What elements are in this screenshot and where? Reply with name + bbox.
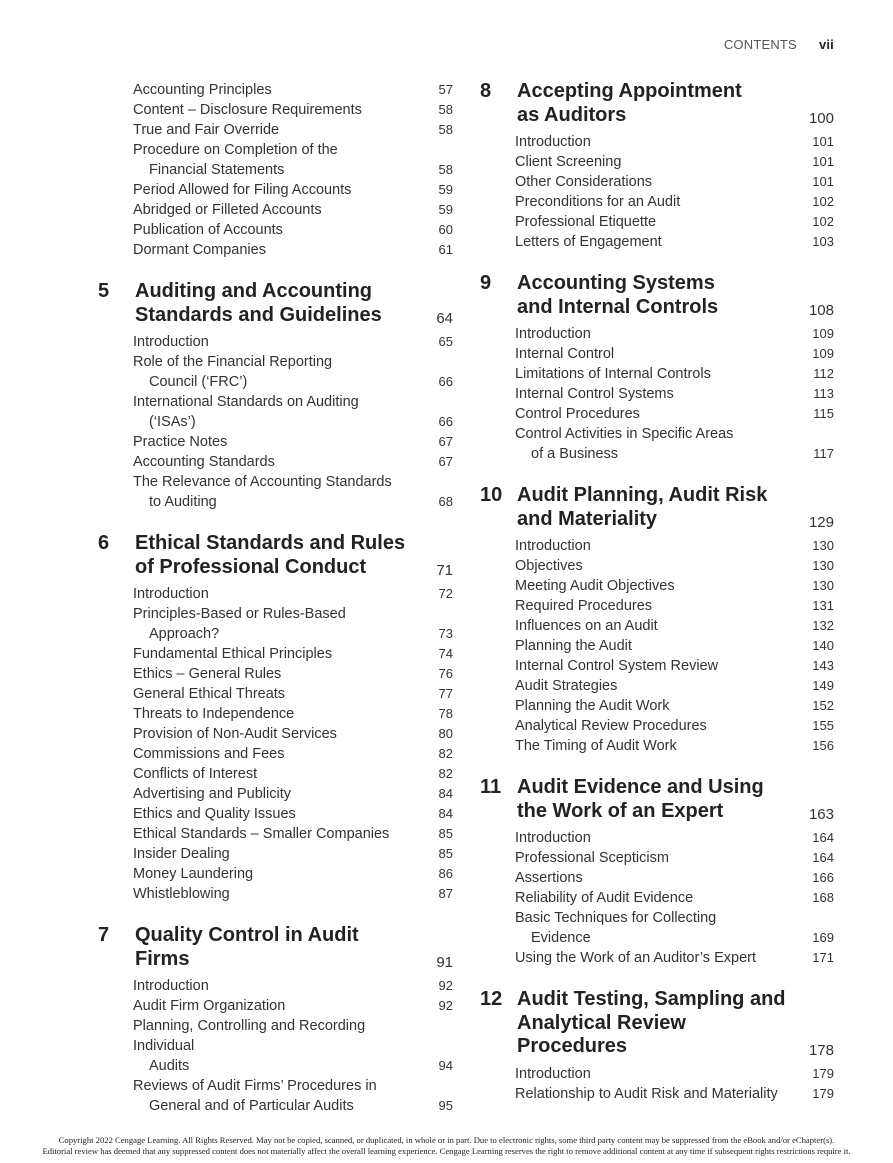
- toc-entry: [98, 664, 453, 684]
- toc-entry: [98, 824, 453, 844]
- toc-entry-title: Audits: [149, 1058, 190, 1074]
- chapter-title: of Professional Conduct: [135, 555, 367, 578]
- toc-entry-title: Planning, Controlling and Recording Individual: [133, 1018, 366, 1054]
- toc-entry: [480, 616, 834, 636]
- toc-entry-title: Control Procedures: [515, 406, 640, 422]
- toc-entry: [98, 352, 453, 392]
- chapter-title: Quality Control in Audit Firms: [135, 924, 359, 970]
- toc-entry-page: 59: [438, 202, 453, 217]
- toc-entry-title: Introduction: [133, 586, 209, 602]
- toc-entry-title: Introduction: [515, 326, 591, 342]
- toc-entry-page: 155: [812, 718, 834, 733]
- toc-entry-page: 76: [438, 666, 453, 681]
- toc-entry: [480, 424, 834, 464]
- toc-entry-title: Introduction: [133, 334, 209, 350]
- toc-entry-title: Limitations of Internal Controls: [515, 366, 711, 382]
- chapter-number: 12: [480, 988, 503, 1010]
- copyright-line-1: Copyright 2022 Cengage Learning. All Rights Reserved. May not be copied, scanned, or duplicated, in whole or in part. Due to electronic rights, some third party content may be suppressed from the eBook and/or eChapter(s).: [58, 1135, 835, 1145]
- toc-entry: [98, 392, 453, 432]
- toc-entry: [480, 344, 834, 364]
- toc-entry: [98, 472, 453, 512]
- chapter-page: 108: [808, 302, 834, 319]
- toc-entry: [98, 100, 453, 120]
- toc-entry-title: Financial Statements: [149, 162, 285, 178]
- chapter-page: 71: [436, 562, 453, 579]
- toc-entry-page: 82: [438, 766, 453, 781]
- running-head-label: CONTENTS: [723, 37, 797, 52]
- toc-entry-page: 130: [812, 558, 834, 573]
- toc-entry-title: Approach?: [149, 626, 220, 642]
- toc-entry: [98, 240, 453, 260]
- toc-entry-title: Ethical Standards – Smaller Companies: [133, 826, 390, 842]
- toc-entry: [98, 452, 453, 472]
- toc-entry-page: 80: [438, 726, 453, 741]
- toc-entry-page: 101: [812, 134, 834, 149]
- toc-entry-title: (‘ISAs’): [149, 414, 196, 430]
- toc-entry: [98, 1076, 453, 1116]
- toc-entry: [98, 704, 453, 724]
- toc-entry-page: 58: [438, 162, 453, 177]
- toc-entry: [98, 1016, 453, 1076]
- toc-entry-page: 68: [438, 494, 453, 509]
- toc-entry: [480, 948, 834, 968]
- toc-entry-page: 60: [438, 222, 453, 237]
- toc-entry: [480, 1064, 834, 1084]
- toc-entry-title: Money Laundering: [133, 866, 254, 882]
- toc-entry: [480, 636, 834, 656]
- toc-entry-page: 58: [438, 102, 453, 117]
- toc-entry: [98, 220, 453, 240]
- chapter-number: 11: [480, 776, 502, 798]
- toc-entry-title: Fundamental Ethical Principles: [133, 646, 333, 662]
- chapter-page: 100: [808, 110, 834, 127]
- toc-entry-page: 77: [438, 686, 453, 701]
- toc-entry-page: 156: [812, 738, 834, 753]
- toc-entry-page: 92: [438, 998, 453, 1013]
- toc-entry-title: Other Considerations: [515, 174, 653, 190]
- toc-entry-title: Client Screening: [515, 154, 622, 170]
- toc-entry-title: Internal Control Systems: [515, 386, 674, 402]
- toc-entry-title: Influences on an Audit: [515, 618, 658, 634]
- toc-entry: [98, 644, 453, 664]
- toc-entry: [480, 596, 834, 616]
- toc-entry-page: 132: [812, 618, 834, 633]
- toc-column-right: [480, 80, 834, 1104]
- toc-entry-title: Assertions: [515, 870, 583, 886]
- toc-entry-title: Ethics – General Rules: [133, 666, 282, 682]
- toc-entry: [98, 120, 453, 140]
- toc-entry-page: 130: [812, 578, 834, 593]
- toc-entry-title: Abridged or Filleted Accounts: [133, 202, 322, 218]
- toc-entry-page: 101: [812, 154, 834, 169]
- chapter-number: 6: [98, 532, 110, 554]
- toc-entry-page: 164: [812, 830, 834, 845]
- toc-entry: [480, 676, 834, 696]
- chapter-title: Accounting Systems: [517, 272, 715, 294]
- toc-entry: [98, 80, 453, 100]
- toc-entry-title: Internal Control: [515, 346, 615, 362]
- toc-entry: [480, 736, 834, 756]
- toc-entry-title: Audit Firm Organization: [133, 998, 286, 1014]
- toc-entry-page: 67: [438, 454, 453, 469]
- toc-entry: [480, 716, 834, 736]
- toc-entry-title: Role of the Financial Reporting: [133, 354, 333, 370]
- toc-entry-page: 115: [813, 406, 834, 421]
- toc-entry-page: 130: [812, 538, 834, 553]
- toc-entry-page: 179: [812, 1065, 834, 1081]
- toc-entry-title: Required Procedures: [515, 598, 653, 614]
- toc-entry-title: Threats to Independence: [133, 706, 295, 722]
- toc-entry: [480, 192, 834, 212]
- toc-entry-title: Introduction: [515, 830, 591, 846]
- chapter-heading-12: [480, 988, 834, 1059]
- toc-entry-page: 82: [438, 746, 453, 761]
- chapter-number: 8: [480, 80, 492, 102]
- toc-entry-page: 140: [812, 638, 834, 653]
- toc-entry-title: Whistleblowing: [133, 886, 230, 902]
- chapter-page: 129: [808, 514, 834, 531]
- toc-entry-page: 117: [813, 446, 834, 461]
- toc-entry-title: Evidence: [531, 930, 591, 946]
- toc-entry: [480, 556, 834, 576]
- toc-entry-title: True and Fair Override: [133, 122, 280, 138]
- chapter-number: 10: [480, 484, 503, 506]
- toc-entry-title: Professional Scepticism: [515, 850, 669, 866]
- toc-entry-page: 57: [438, 82, 453, 97]
- toc-entry-page: 86: [438, 866, 453, 881]
- toc-entry: [480, 384, 834, 404]
- toc-entry-page: 152: [812, 698, 834, 713]
- toc-entry: [480, 908, 834, 948]
- toc-entry-page: 59: [438, 182, 453, 197]
- toc-entry-title: Commissions and Fees: [133, 746, 285, 762]
- toc-entry-title: General Ethical Threats: [133, 686, 286, 702]
- toc-entry-title: Accounting Principles: [133, 82, 272, 98]
- toc-entry-title: Period Allowed for Filing Accounts: [133, 182, 352, 198]
- toc-entry: [480, 868, 834, 888]
- toc-entry-title: Content – Disclosure Requirements: [133, 102, 362, 118]
- chapter-title: as Auditors: [517, 103, 627, 126]
- toc-entry-title: Introduction: [515, 538, 591, 554]
- toc-entry-title: The Relevance of Accounting Standards: [133, 474, 392, 490]
- toc-entry-title: Insider Dealing: [133, 846, 230, 862]
- chapter-title: Audit Evidence and Using: [517, 776, 764, 798]
- toc-entry: [480, 324, 834, 344]
- toc-entry-title: Introduction: [515, 1065, 591, 1082]
- toc-entry-title: Meeting Audit Objectives: [515, 578, 675, 594]
- toc-entry-title: Introduction: [133, 978, 209, 994]
- toc-entry: [98, 976, 453, 996]
- toc-entry-title: Introduction: [515, 134, 591, 150]
- page-number: vii: [818, 37, 834, 52]
- toc-entry-page: 84: [438, 786, 453, 801]
- toc-entry-title: Basic Techniques for Collecting: [515, 910, 717, 926]
- toc-entry-title: Preconditions for an Audit: [515, 194, 681, 210]
- toc-entry-page: 103: [812, 234, 834, 249]
- chapter-heading-7: [98, 924, 453, 971]
- toc-entry-title: The Timing of Audit Work: [515, 738, 677, 754]
- chapter-title: the Work of an Expert: [517, 799, 724, 822]
- toc-entry-page: 109: [812, 326, 834, 341]
- toc-column-left: [98, 80, 453, 1116]
- chapter-title: Analytical Review Procedures: [517, 1011, 686, 1057]
- chapter-title: Standards and Guidelines: [135, 303, 382, 326]
- toc-entry-page: 73: [438, 626, 453, 641]
- toc-entry-page: 102: [812, 194, 834, 209]
- toc-entry-title: International Standards on Auditing: [133, 394, 359, 410]
- toc-entry-title: Ethics and Quality Issues: [133, 806, 296, 822]
- toc-entry: [480, 404, 834, 424]
- chapter-number: 5: [98, 280, 110, 302]
- toc-entry-page: 149: [812, 678, 834, 693]
- toc-entry: [98, 884, 453, 904]
- toc-entry: [480, 1084, 834, 1104]
- toc-entry: [480, 888, 834, 908]
- toc-entry-page: 112: [813, 366, 834, 381]
- copyright-footer: [0, 1135, 893, 1156]
- toc-entry-title: to Auditing: [149, 494, 217, 510]
- toc-entry-page: 78: [438, 706, 453, 721]
- chapter-title: Ethical Standards and Rules: [135, 532, 406, 554]
- toc-entry: [480, 536, 834, 556]
- toc-entry: [480, 848, 834, 868]
- chapter-heading-11: [480, 776, 834, 823]
- toc-entry: [98, 744, 453, 764]
- toc-entry-title: Publication of Accounts: [133, 222, 283, 238]
- running-head: [724, 37, 834, 52]
- toc-entry-page: 166: [812, 870, 834, 885]
- toc-entry: [98, 332, 453, 352]
- toc-entry-page: 72: [438, 586, 453, 601]
- toc-entry: [98, 996, 453, 1016]
- toc-entry-title: Planning the Audit: [515, 638, 632, 654]
- chapter-page: 91: [436, 954, 453, 971]
- toc-entry-title: Principles-Based or Rules-Based: [133, 606, 346, 622]
- chapter-title: and Internal Controls: [517, 295, 719, 318]
- toc-entry-page: 168: [812, 890, 834, 905]
- toc-entry: [98, 724, 453, 744]
- toc-entry-page: 95: [438, 1098, 453, 1113]
- chapter-title: Audit Planning, Audit Risk: [517, 484, 768, 506]
- chapter-page: 64: [436, 310, 453, 327]
- toc-entry: [480, 576, 834, 596]
- toc-entry: [98, 604, 453, 644]
- toc-entry: [98, 804, 453, 824]
- toc-entry: [480, 656, 834, 676]
- toc-entry-page: 66: [438, 374, 453, 389]
- toc-entry: [480, 828, 834, 848]
- chapter-number: 7: [98, 924, 110, 946]
- chapter-number: 9: [480, 272, 492, 294]
- chapter-title: Auditing and Accounting: [135, 280, 373, 302]
- chapter-heading-10: [480, 484, 834, 531]
- toc-entry-title: Practice Notes: [133, 434, 228, 450]
- toc-entry-page: 61: [438, 242, 453, 257]
- toc-entry-title: Reliability of Audit Evidence: [515, 890, 694, 906]
- toc-entry-title: Reviews of Audit Firms’ Procedures in: [133, 1078, 377, 1094]
- toc-entry-page: 171: [812, 950, 834, 965]
- toc-entry: [480, 232, 834, 252]
- toc-entry: [480, 212, 834, 232]
- chapter-title: Accepting Appointment: [517, 80, 742, 102]
- toc-entry-page: 92: [438, 978, 453, 993]
- toc-entry-page: 101: [812, 174, 834, 189]
- chapter-title: Audit Testing, Sampling and: [517, 988, 786, 1010]
- toc-entry-title: Provision of Non-Audit Services: [133, 726, 337, 742]
- toc-entry-title: General and of Particular Audits: [149, 1098, 354, 1114]
- toc-entry: [98, 180, 453, 200]
- toc-entry: [480, 172, 834, 192]
- toc-entry-title: Audit Strategies: [515, 678, 618, 694]
- toc-entry-title: of a Business: [531, 446, 619, 462]
- toc-entry: [480, 152, 834, 172]
- toc-entry-title: Procedure on Completion of the: [133, 142, 338, 158]
- toc-entry-title: Professional Etiquette: [515, 214, 657, 230]
- toc-entry-title: Advertising and Publicity: [133, 786, 291, 802]
- toc-entry-page: 131: [812, 598, 834, 613]
- toc-entry-page: 74: [438, 646, 453, 661]
- toc-entry: [98, 200, 453, 220]
- toc-entry-title: Dormant Companies: [133, 242, 266, 258]
- copyright-line-2: Editorial review has deemed that any suppressed content does not materially affect the overall learning experience. Cengage Learning reserves the right to remove additional content at any time if subsequent rights restrictions require it.: [42, 1145, 851, 1156]
- toc-entry-title: Council (‘FRC’): [149, 374, 248, 390]
- toc-entry-title: Using the Work of an Auditor’s Expert: [515, 950, 756, 966]
- toc-entry-title: Internal Control System Review: [515, 658, 719, 674]
- chapter-heading-5: [98, 280, 453, 327]
- toc-entry: [98, 844, 453, 864]
- toc-entry-page: 65: [438, 334, 453, 349]
- toc-entry-title: Analytical Review Procedures: [515, 718, 707, 734]
- chapter-page: 178: [808, 1041, 834, 1059]
- toc-entry-page: 169: [812, 930, 834, 945]
- chapter-title: and Materiality: [517, 507, 658, 530]
- toc-entry: [98, 684, 453, 704]
- toc-entry-title: Planning the Audit Work: [515, 698, 670, 714]
- toc-entry-title: Accounting Standards: [133, 454, 275, 470]
- toc-entry-page: 66: [438, 414, 453, 429]
- toc-entry-title: Control Activities in Specific Areas: [515, 426, 734, 442]
- toc-entry-page: 87: [438, 886, 453, 901]
- toc-entry-page: 102: [812, 214, 834, 229]
- toc-entry-title: Conflicts of Interest: [133, 766, 258, 782]
- toc-entry: [98, 140, 453, 180]
- toc-entry: [480, 132, 834, 152]
- toc-entry-page: 113: [813, 386, 834, 401]
- toc-entry-page: 84: [438, 806, 453, 821]
- toc-entry-title: Objectives: [515, 558, 583, 574]
- toc-entry-page: 85: [438, 846, 453, 861]
- toc-entry-page: 58: [438, 122, 453, 137]
- toc-entry-title: Relationship to Audit Risk and Materiality: [515, 1085, 778, 1102]
- toc-entry: [98, 764, 453, 784]
- toc-entry: [480, 364, 834, 384]
- toc-entry-page: 109: [812, 346, 834, 361]
- toc-entry: [98, 864, 453, 884]
- toc-entry: [480, 696, 834, 716]
- toc-entry-page: 164: [812, 850, 834, 865]
- chapter-heading-9: [480, 272, 834, 319]
- toc-entry-page: 179: [812, 1085, 834, 1101]
- chapter-heading-8: [480, 80, 834, 127]
- toc-entry-page: 143: [812, 658, 834, 673]
- toc-entry-title: Letters of Engagement: [515, 234, 662, 250]
- toc-entry: [98, 432, 453, 452]
- toc-entry-page: 67: [438, 434, 453, 449]
- chapter-page: 163: [808, 806, 834, 823]
- toc-entry-page: 94: [438, 1058, 453, 1073]
- toc-entry: [98, 784, 453, 804]
- chapter-heading-6: [98, 532, 453, 579]
- toc-entry: [98, 584, 453, 604]
- toc-entry-page: 85: [438, 826, 453, 841]
